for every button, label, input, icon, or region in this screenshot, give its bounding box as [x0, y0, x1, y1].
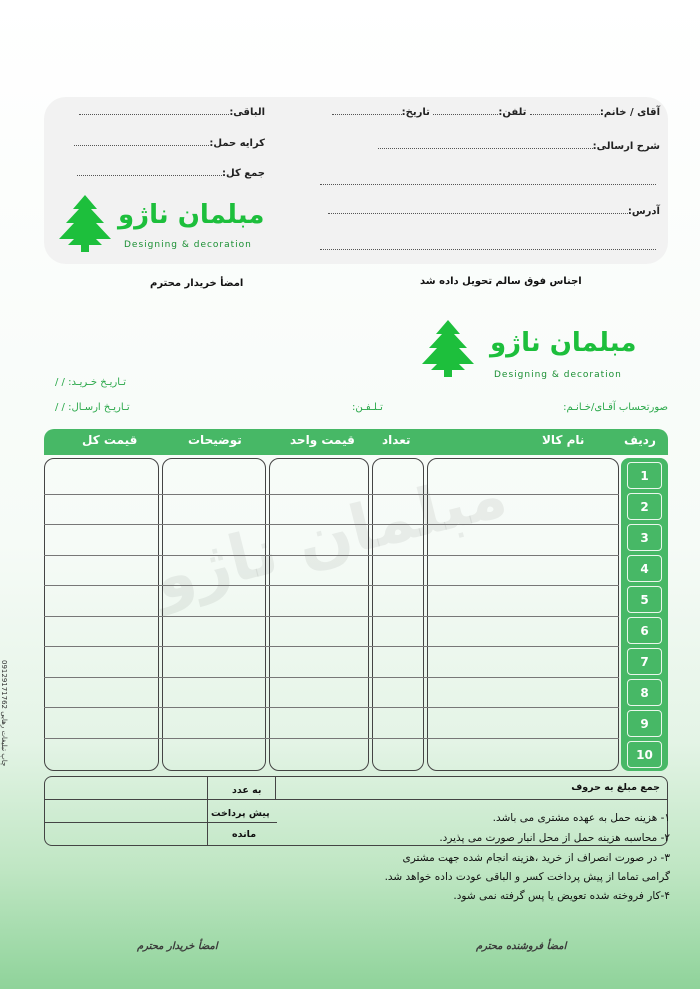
amount-in-words-input[interactable]: [276, 780, 576, 798]
goods-received-note: اجناس فوق سالم تحویل داده شد: [420, 276, 582, 287]
amount-in-words-label: جمع مبلغ به حروف: [571, 782, 660, 793]
send-date-field[interactable]: تـاریـخ ارسـال: / /: [55, 402, 130, 413]
remaining-field[interactable]: [70, 106, 265, 118]
row-number: 3: [627, 524, 662, 551]
date-label: تاریخ:: [401, 107, 430, 118]
note-item: ۳- در صورت انصراف از خرید ،هزینه انجام شده جهت مشتری: [402, 852, 670, 864]
tree-logo-icon: [417, 320, 479, 378]
amount-in-numbers-label: به عدد: [232, 785, 262, 796]
watermark: مبلمان ناژو: [146, 457, 515, 617]
col-header-row: ردیف: [624, 433, 656, 447]
col-header-item: نام کالا: [542, 433, 585, 447]
phone-field[interactable]: تـلـفـن:: [352, 402, 383, 413]
table-row-lines: [44, 458, 619, 771]
row-number-column: [621, 458, 668, 771]
total-field[interactable]: [70, 167, 265, 179]
col-header-unit-price: قیمت واحد: [290, 433, 355, 447]
prepayment-label: پیش پرداخت: [211, 808, 270, 819]
row-number: 5: [627, 586, 662, 613]
remaining-label: مانده: [232, 829, 257, 840]
remaining-label: الباقی:: [229, 107, 265, 118]
stub-buyer-signature: امضأ خریدار محترم: [150, 278, 244, 289]
shipping-field[interactable]: [70, 137, 265, 149]
row-number: 2: [627, 493, 662, 520]
customer-label: آقای / خانم:: [599, 107, 660, 118]
col-header-total: قیمت کل: [82, 433, 138, 447]
header-logo-subtitle: Designing & decoration: [494, 370, 622, 380]
row-number: 6: [627, 617, 662, 644]
prepayment-input[interactable]: [46, 800, 204, 820]
total-label: جمع کل:: [222, 168, 265, 179]
header-logo-text: مبلمان ناژو: [490, 328, 637, 358]
buyer-signature[interactable]: امضأ خریدار محترم: [137, 941, 218, 952]
note-item: ۱- هزینه حمل به عهده مشتری می باشد.: [492, 812, 670, 824]
stub-logo-text: مبلمان ناژو: [118, 200, 265, 230]
tree-logo-icon: [54, 195, 116, 253]
remaining-input[interactable]: [46, 822, 204, 842]
note-item: ۲- محاسبه هزینه حمل از محل انبار صورت می پذیرد.: [439, 832, 670, 844]
description-field[interactable]: [378, 140, 660, 152]
note-item: گرامی تماما از پیش پرداخت کسر و الباقی عودت داده خواهد شد.: [384, 871, 670, 883]
row-number: 9: [627, 710, 662, 737]
phone-label: تلفن:: [498, 107, 527, 118]
purchase-date-field[interactable]: تـاریـخ خـریـد: / /: [55, 377, 126, 388]
address-label: آدرس:: [627, 206, 660, 217]
row-number: 4: [627, 555, 662, 582]
account-holder-field[interactable]: صورتحساب آقـای/خـانـم:: [563, 402, 668, 413]
address-field[interactable]: [328, 205, 660, 217]
address-line-2[interactable]: [320, 235, 656, 254]
row-number: 10: [627, 741, 662, 768]
row-number: 1: [627, 462, 662, 489]
customer-field[interactable]: [332, 106, 660, 118]
col-header-qty: تعداد: [382, 433, 411, 447]
description-label: شرح ارسالی:: [592, 141, 660, 152]
shipping-label: کرایه حمل:: [209, 138, 265, 149]
seller-signature[interactable]: امضأ فروشنده محترم: [476, 941, 567, 952]
print-info: چاپ تبلیغات رهایی 09129171762: [0, 660, 8, 767]
col-header-notes: توضیحات: [188, 433, 242, 447]
row-number: 7: [627, 648, 662, 675]
stub-logo-subtitle: Designing & decoration: [124, 240, 252, 250]
table-header: [44, 429, 668, 455]
amount-in-numbers-input[interactable]: [46, 778, 204, 798]
row-number: 8: [627, 679, 662, 706]
description-line-2[interactable]: [320, 170, 656, 189]
note-item: ۴-کار فروخته شده تعویض یا پس گرفته نمی شود.: [453, 890, 670, 902]
